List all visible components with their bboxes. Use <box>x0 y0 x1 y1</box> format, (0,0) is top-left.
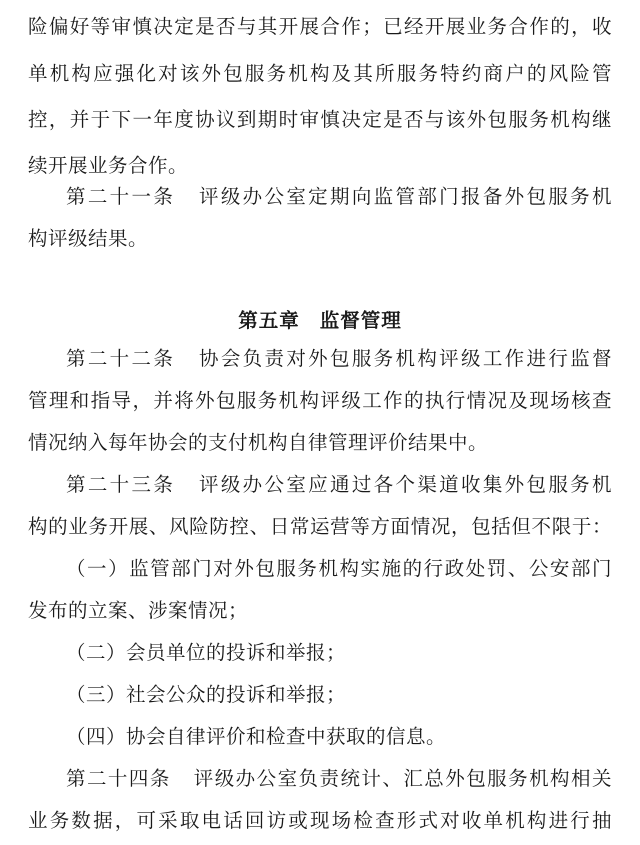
article-24-label: 第二十四条 <box>66 767 171 790</box>
article-21-text: 评级办公室定期向监管部门报备外包服务机 <box>197 185 612 208</box>
article-22-line1 <box>66 344 612 374</box>
article-22-label: 第二十二条 <box>66 347 176 370</box>
article-24-line2: 业务数据，可采取电话回访或现场检查形式对收单机构进行抽 <box>28 809 612 832</box>
list-item-3: （三）社会公众的投诉和举报； <box>66 683 347 706</box>
body-line: 险偏好等审慎决定是否与其开展合作；已经开展业务合作的，收 <box>28 15 612 38</box>
list-item-2: （二）会员单位的投诉和举报； <box>66 641 347 664</box>
list-item-4: （四）协会自律评价和检查中获取的信息。 <box>66 725 447 748</box>
article-24-text: 评级办公室负责统计、汇总外包服务机构相关 <box>192 767 612 790</box>
article-21-line2: 构评级结果。 <box>28 227 149 250</box>
article-23-label: 第二十三条 <box>66 473 176 496</box>
body-line: 续开展业务合作。 <box>28 154 189 177</box>
article-24-line1 <box>66 764 612 794</box>
article-21-label: 第二十一条 <box>66 185 176 208</box>
article-22-line3: 情况纳入每年协会的支付机构自律管理评价结果中。 <box>28 431 489 454</box>
article-23-line2: 构的业务开展、风险防控、日常运营等方面情况，包括但不限于： <box>28 515 612 538</box>
body-line: 单机构应强化对该外包服务机构及其所服务特约商户的风险管 <box>28 62 612 85</box>
article-23-text: 评级办公室应通过各个渠道收集外包服务机 <box>197 473 612 496</box>
list-item-1-line1: （一）监管部门对外包服务机构实施的行政处罚、公安部门 <box>66 557 612 580</box>
body-line: 控，并于下一年度协议到期时审慎决定是否与该外包服务机构继 <box>28 108 612 131</box>
list-item-1-line2: 发布的立案、涉案情况； <box>28 599 249 622</box>
article-21-line1 <box>66 182 612 212</box>
chapter-title: 监督管理 <box>319 309 402 332</box>
chapter-heading <box>0 306 640 336</box>
article-22-line2: 管理和指导，并将外包服务机构评级工作的执行情况及现场核查 <box>28 389 612 412</box>
article-23-line1 <box>66 470 612 500</box>
chapter-number: 第五章 <box>238 309 300 332</box>
article-22-text: 协会负责对外包服务机构评级工作进行监督 <box>197 347 612 370</box>
